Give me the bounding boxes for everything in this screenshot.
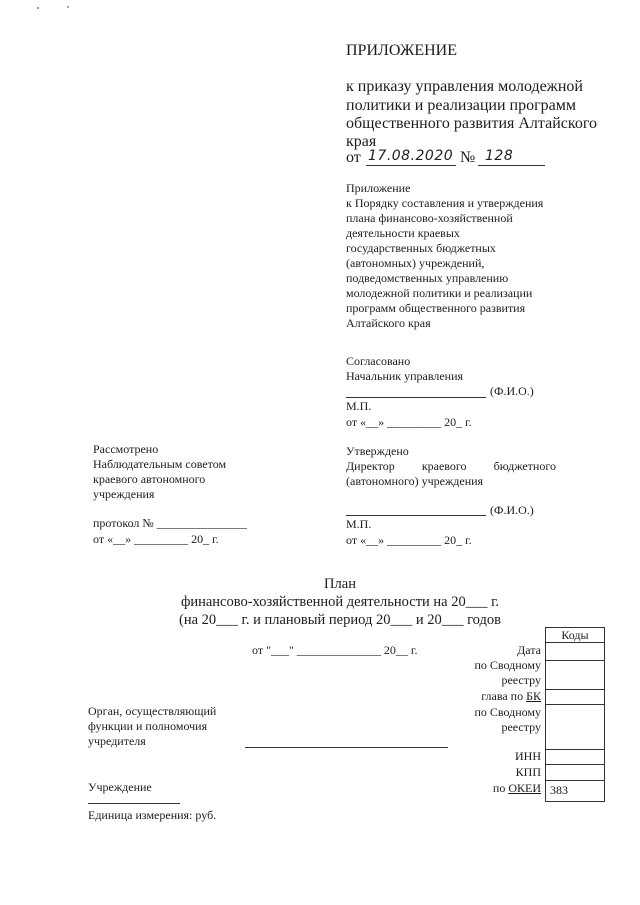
- agreed-date-line: от «__» _________ 20_ г.: [346, 415, 472, 429]
- approved-signature-line: [346, 515, 486, 516]
- appendix-line: деятельности краевых: [346, 226, 460, 240]
- codes-header-cell: [545, 627, 605, 643]
- approved-position-line2: (автономного) учреждения: [346, 474, 484, 488]
- codes-cell-date[interactable]: [545, 642, 605, 661]
- label-date: Дата: [517, 643, 541, 657]
- approved-position-word: Директор: [346, 459, 395, 473]
- order-date-underline: [366, 165, 456, 166]
- agreed-position: Начальник управления: [346, 369, 464, 383]
- agreed-mp: М.П.: [346, 399, 372, 413]
- organ-name-line[interactable]: [245, 747, 448, 748]
- appendix-line: Алтайского края: [346, 316, 431, 330]
- reviewed-date-line: от «__» _________ 20_ г.: [93, 532, 219, 546]
- label-okei-code: ОКЕИ: [508, 781, 541, 795]
- appendix-line: плана финансово-хозяйственной: [346, 211, 513, 225]
- order-line-1: к приказу управления молодежной: [346, 78, 583, 95]
- organ-line-2: функции и полномочия: [88, 719, 208, 733]
- order-number-sign: №: [460, 149, 476, 166]
- appendix-line: программ общественного развития: [346, 301, 526, 315]
- organ-line-3: учредителя: [88, 734, 146, 748]
- approved-date-line: от «__» _________ 20_ г.: [346, 533, 472, 547]
- organ-line-1: Орган, осуществляющий: [88, 704, 217, 718]
- approved-position-word: краевого: [421, 459, 467, 473]
- institution-name-line[interactable]: [88, 803, 180, 804]
- appendix-line: подведомственных управлению: [346, 271, 509, 285]
- label-svod2-a: по Сводному: [474, 705, 541, 719]
- codes-cell-svod2[interactable]: [545, 704, 605, 750]
- label-inn: ИНН: [515, 749, 541, 763]
- agreed-title: Согласовано: [346, 354, 411, 368]
- order-number-handwritten: 128: [485, 148, 514, 164]
- agreed-fio: (Ф.И.О.): [490, 384, 534, 398]
- order-line-4: края: [346, 133, 377, 150]
- approved-position-word: бюджетного: [493, 459, 556, 473]
- unit-label: Единица измерения: руб.: [88, 808, 217, 822]
- codes-cell-svod1[interactable]: [545, 660, 605, 690]
- agreed-signature-line: [346, 397, 486, 398]
- codes-cell-okei[interactable]: [545, 780, 605, 802]
- order-number-underline: [478, 165, 545, 166]
- order-date-handwritten: 17.08.2020: [368, 148, 454, 164]
- codes-cell-kpp[interactable]: [545, 764, 605, 781]
- codes-header: Коды: [561, 628, 589, 642]
- approved-fio: (Ф.И.О.): [490, 503, 534, 517]
- label-okei: [493, 781, 541, 796]
- reviewed-line: краевого автономного: [93, 472, 206, 486]
- order-heading: ПРИЛОЖЕНИЕ: [346, 42, 458, 59]
- codes-cell-inn[interactable]: [545, 749, 605, 765]
- appendix-line: молодежной политики и реализации: [346, 286, 533, 300]
- approved-title: Утверждено: [346, 444, 409, 458]
- approved-position-row: [346, 459, 556, 474]
- appendix-line: к Порядку составления и утверждения: [346, 196, 544, 210]
- appendix-line: Приложение: [346, 181, 411, 195]
- label-svod2-b: реестру: [501, 720, 541, 734]
- reviewed-protocol: протокол № _______________: [93, 516, 247, 530]
- codes-cell-glava[interactable]: [545, 689, 605, 705]
- label-glava-bk: БК: [526, 689, 541, 703]
- scan-speck: [37, 7, 39, 9]
- label-okei-prefix: по: [492, 781, 509, 795]
- label-svod1-a: по Сводному: [474, 658, 541, 672]
- label-glava: [481, 689, 541, 704]
- reviewed-line: Наблюдательным советом: [93, 457, 227, 471]
- order-date-prefix: от: [346, 149, 361, 166]
- appendix-line: государственных бюджетных: [346, 241, 496, 255]
- label-svod1-b: реестру: [501, 673, 541, 687]
- approved-mp: М.П.: [346, 517, 372, 531]
- label-glava-prefix: глава по: [481, 689, 527, 703]
- institution-label: Учреждение: [88, 780, 152, 794]
- reviewed-line: учреждения: [93, 487, 155, 501]
- plan-title-line-3: (на 20___ г. и плановый период 20___ и 20___ годов: [179, 612, 501, 628]
- scan-speck: [67, 6, 69, 8]
- order-line-3: общественного развития Алтайского: [346, 115, 597, 132]
- reviewed-line: Рассмотрено: [93, 442, 159, 456]
- okei-value: 383: [550, 783, 568, 797]
- order-line-2: политики и реализации программ: [346, 97, 577, 114]
- label-kpp: КПП: [515, 765, 541, 779]
- appendix-line: (автономных) учреждений,: [346, 256, 485, 270]
- plan-title-line-2: финансово-хозяйственной деятельности на 20___ г.: [180, 594, 500, 610]
- plan-date: от "___" ______________ 20__ г.: [252, 643, 418, 657]
- plan-title-line-1: План: [324, 576, 356, 592]
